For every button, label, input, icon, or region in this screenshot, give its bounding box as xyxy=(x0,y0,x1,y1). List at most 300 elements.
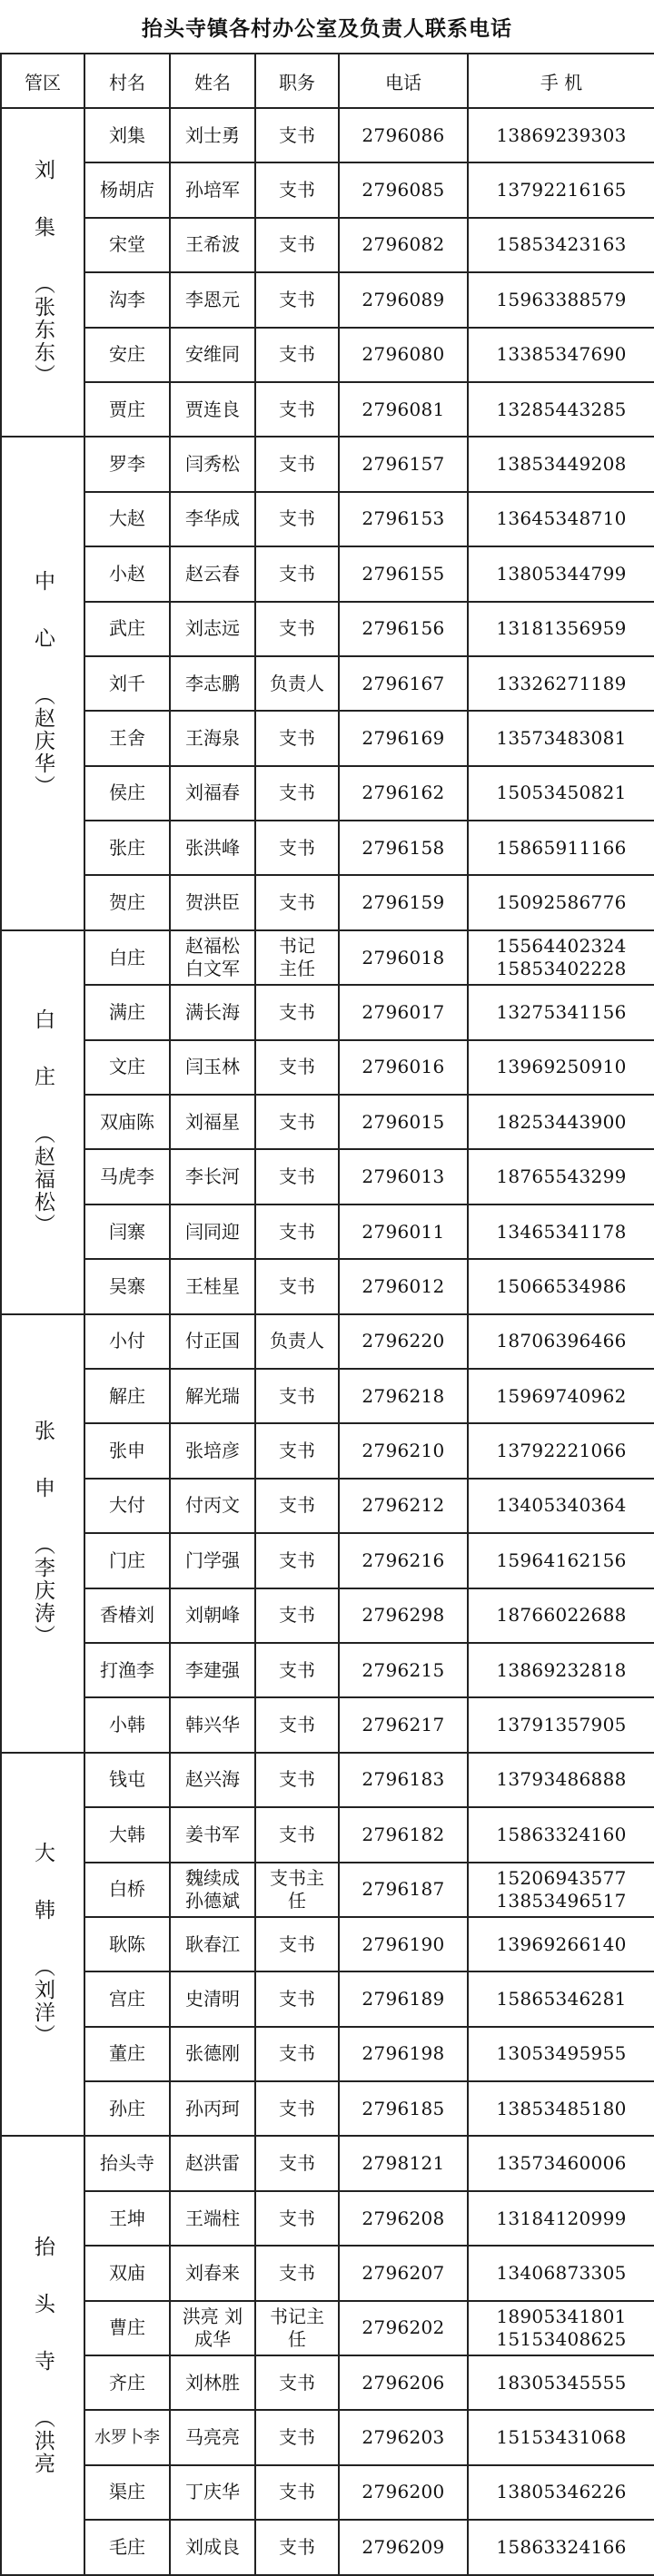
phone-cell: 2796217 xyxy=(339,1697,468,1752)
person-name-cell: 闫玉林 xyxy=(170,1040,255,1095)
district-leader: （赵福松） xyxy=(31,1122,54,1236)
phone-cell: 2796167 xyxy=(339,656,468,711)
role-cell: 支书 xyxy=(255,1643,339,1697)
village-cell: 双庙陈 xyxy=(84,1095,170,1149)
mobile-cell: 13645348710 xyxy=(468,492,654,546)
person-name-cell: 刘志远 xyxy=(170,602,255,656)
mobile-cell: 13792221066 xyxy=(468,1423,654,1478)
person-name-cell: 刘林胜 xyxy=(170,2355,255,2410)
phone-cell: 2796298 xyxy=(339,1588,468,1643)
village-cell: 王舍 xyxy=(84,711,170,765)
person-name-cell: 刘福星 xyxy=(170,1095,255,1149)
mobile-cell: 15092586776 xyxy=(468,875,654,929)
district-cell xyxy=(1,2136,84,2574)
role-cell: 支书 xyxy=(255,1204,339,1259)
table-row xyxy=(1,766,654,821)
village-cell: 抬头寺 xyxy=(84,2136,170,2190)
village-cell: 闫寨 xyxy=(84,1204,170,1259)
person-name-cell: 赵福松 白文军 xyxy=(170,930,255,985)
header-name: 姓名 xyxy=(170,54,255,108)
district-cell xyxy=(1,437,84,930)
person-name-cell: 王希波 xyxy=(170,218,255,272)
mobile-cell: 15863324160 xyxy=(468,1807,654,1862)
role-cell: 支书 xyxy=(255,1040,339,1095)
mobile-cell: 15153431068 xyxy=(468,2410,654,2464)
table-row xyxy=(1,2136,654,2190)
mobile-cell: 13869232818 xyxy=(468,1643,654,1697)
village-cell: 杨胡店 xyxy=(84,162,170,217)
phone-cell: 2796155 xyxy=(339,546,468,601)
mobile-cell: 15865346281 xyxy=(468,1971,654,2026)
mobile-cell: 15053450821 xyxy=(468,766,654,821)
district-label xyxy=(2,2236,84,2475)
village-cell: 毛庄 xyxy=(84,2520,170,2574)
mobile-cell: 13385347690 xyxy=(468,328,654,382)
mobile-cell: 13793486888 xyxy=(468,1753,654,1807)
village-cell: 满庄 xyxy=(84,985,170,1039)
phone-cell: 2796089 xyxy=(339,272,468,327)
mobile-cell: 13285443285 xyxy=(468,382,654,437)
table-row xyxy=(1,1753,654,1807)
village-cell: 王坤 xyxy=(84,2191,170,2246)
mobile-cell: 15865911166 xyxy=(468,821,654,875)
table-row xyxy=(1,2246,654,2300)
mobile-cell: 13805344799 xyxy=(468,546,654,601)
phone-cell: 2796011 xyxy=(339,1204,468,1259)
district-cell xyxy=(1,108,84,437)
role-cell: 支书 xyxy=(255,328,339,382)
phone-cell: 2796158 xyxy=(339,821,468,875)
village-cell: 罗李 xyxy=(84,437,170,491)
phone-cell: 2796182 xyxy=(339,1807,468,1862)
phone-cell: 2796220 xyxy=(339,1314,468,1369)
phone-cell: 2796012 xyxy=(339,1259,468,1313)
table-row xyxy=(1,546,654,601)
phone-cell: 2796162 xyxy=(339,766,468,821)
table-row xyxy=(1,2301,654,2355)
person-name-cell: 门学强 xyxy=(170,1533,255,1588)
phone-cell: 2796016 xyxy=(339,1040,468,1095)
table-row xyxy=(1,492,654,546)
table-row xyxy=(1,1259,654,1313)
role-cell: 支书 xyxy=(255,1369,339,1423)
phone-cell: 2796169 xyxy=(339,711,468,765)
role-cell: 支书 xyxy=(255,1807,339,1862)
phone-cell: 2796153 xyxy=(339,492,468,546)
district-label xyxy=(2,1008,84,1236)
mobile-cell: 18706396466 xyxy=(468,1314,654,1369)
phone-cell: 2796157 xyxy=(339,437,468,491)
mobile-cell: 13405340364 xyxy=(468,1479,654,1533)
person-name-cell: 李恩元 xyxy=(170,272,255,327)
village-cell: 宫庄 xyxy=(84,1971,170,2026)
person-name-cell: 史清明 xyxy=(170,1971,255,2026)
person-name-cell: 姜书军 xyxy=(170,1807,255,1862)
mobile-cell: 13275341156 xyxy=(468,985,654,1039)
district-cell xyxy=(1,1314,84,1753)
mobile-cell: 18305345555 xyxy=(468,2355,654,2410)
mobile-cell: 13853485180 xyxy=(468,2081,654,2136)
role-cell: 支书 xyxy=(255,711,339,765)
role-cell: 书记 主任 xyxy=(255,930,339,985)
person-name-cell: 王端柱 xyxy=(170,2191,255,2246)
role-cell: 支书 xyxy=(255,218,339,272)
phone-cell: 2796218 xyxy=(339,1369,468,1423)
table-row xyxy=(1,2191,654,2246)
table-row xyxy=(1,1040,654,1095)
person-name-cell: 张培彦 xyxy=(170,1423,255,1478)
header-phone: 电话 xyxy=(339,54,468,108)
phone-cell: 2796080 xyxy=(339,328,468,382)
table-row xyxy=(1,382,654,437)
mobile-cell: 13181356959 xyxy=(468,602,654,656)
role-cell: 支书 xyxy=(255,821,339,875)
person-name-cell: 解光瑞 xyxy=(170,1369,255,1423)
role-cell: 书记主 任 xyxy=(255,2301,339,2355)
role-cell: 支书 xyxy=(255,602,339,656)
header-village: 村名 xyxy=(84,54,170,108)
village-cell: 武庄 xyxy=(84,602,170,656)
role-cell: 支书 xyxy=(255,2410,339,2464)
table-row xyxy=(1,1807,654,1862)
village-cell: 香椿刘 xyxy=(84,1588,170,1643)
village-cell: 刘千 xyxy=(84,656,170,711)
phone-cell: 2798121 xyxy=(339,2136,468,2190)
person-name-cell: 张洪峰 xyxy=(170,821,255,875)
village-cell: 董庄 xyxy=(84,2027,170,2081)
person-name-cell: 王海泉 xyxy=(170,711,255,765)
table-row xyxy=(1,1971,654,2026)
phone-cell: 2796202 xyxy=(339,2301,468,2355)
table-row xyxy=(1,218,654,272)
district-name: 中心 xyxy=(31,569,54,684)
district-name: 白庄 xyxy=(31,1008,54,1123)
phone-cell: 2796209 xyxy=(339,2520,468,2574)
role-cell: 支书 xyxy=(255,1423,339,1478)
role-cell: 支书 xyxy=(255,985,339,1039)
person-name-cell: 赵兴海 xyxy=(170,1753,255,1807)
table-row xyxy=(1,1204,654,1259)
phone-cell: 2796200 xyxy=(339,2465,468,2520)
person-name-cell: 张德刚 xyxy=(170,2027,255,2081)
table-row xyxy=(1,328,654,382)
person-name-cell: 赵洪雷 xyxy=(170,2136,255,2190)
role-cell: 支书 xyxy=(255,2520,339,2574)
phone-cell: 2796159 xyxy=(339,875,468,929)
district-label xyxy=(2,159,84,387)
district-name: 大韩 xyxy=(31,1842,54,1957)
phone-cell: 2796081 xyxy=(339,382,468,437)
header-role: 职务 xyxy=(255,54,339,108)
district-name: 抬头寺 xyxy=(31,2236,54,2408)
mobile-cell: 18765543299 xyxy=(468,1149,654,1204)
role-cell: 支书 xyxy=(255,1149,339,1204)
person-name-cell: 满长海 xyxy=(170,985,255,1039)
header-district: 管区 xyxy=(1,54,84,108)
role-cell: 支书 xyxy=(255,1479,339,1533)
phone-cell: 2796189 xyxy=(339,1971,468,2026)
village-cell: 解庄 xyxy=(84,1369,170,1423)
village-cell: 白庄 xyxy=(84,930,170,985)
person-name-cell: 李华成 xyxy=(170,492,255,546)
role-cell: 支书 xyxy=(255,1095,339,1149)
table-row xyxy=(1,1149,654,1204)
mobile-cell: 13573460006 xyxy=(468,2136,654,2190)
phone-cell: 2796203 xyxy=(339,2410,468,2464)
role-cell: 支书 xyxy=(255,162,339,217)
role-cell: 负责人 xyxy=(255,1314,339,1369)
table-row xyxy=(1,162,654,217)
mobile-cell: 13326271189 xyxy=(468,656,654,711)
person-name-cell: 李长河 xyxy=(170,1149,255,1204)
role-cell: 支书 xyxy=(255,2081,339,2136)
mobile-cell: 15863324166 xyxy=(468,2520,654,2574)
table-row xyxy=(1,1423,654,1478)
district-leader: （刘洋） xyxy=(31,1956,54,2048)
role-cell: 支书 xyxy=(255,2191,339,2246)
person-name-cell: 付正国 xyxy=(170,1314,255,1369)
mobile-cell: 13792216165 xyxy=(468,162,654,217)
mobile-cell: 15066534986 xyxy=(468,1259,654,1313)
village-cell: 张庄 xyxy=(84,821,170,875)
mobile-cell: 13406873305 xyxy=(468,2246,654,2300)
role-cell: 支书 xyxy=(255,272,339,327)
table-row xyxy=(1,1917,654,1971)
table-row xyxy=(1,1588,654,1643)
page-title: 抬头寺镇各村办公室及负责人联系电话 xyxy=(142,16,512,41)
table-row xyxy=(1,2465,654,2520)
mobile-cell: 13869239303 xyxy=(468,108,654,162)
mobile-cell: 13969250910 xyxy=(468,1040,654,1095)
person-name-cell: 刘士勇 xyxy=(170,108,255,162)
person-name-cell: 付丙文 xyxy=(170,1479,255,1533)
phone-cell: 2796216 xyxy=(339,1533,468,1588)
table-row xyxy=(1,2355,654,2410)
district-label xyxy=(2,570,84,798)
role-cell: 支书 xyxy=(255,2027,339,2081)
table-row xyxy=(1,1369,654,1423)
mobile-cell: 13969266140 xyxy=(468,1917,654,1971)
mobile-cell: 13465341178 xyxy=(468,1204,654,1259)
village-cell: 张申 xyxy=(84,1423,170,1478)
header-mobile: 手 机 xyxy=(468,54,654,108)
table-row xyxy=(1,1863,654,1917)
village-cell: 小赵 xyxy=(84,546,170,601)
table-row xyxy=(1,930,654,985)
phone-cell: 2796183 xyxy=(339,1753,468,1807)
phone-cell: 2796198 xyxy=(339,2027,468,2081)
village-cell: 大付 xyxy=(84,1479,170,1533)
table-row xyxy=(1,1314,654,1369)
person-name-cell: 刘春来 xyxy=(170,2246,255,2300)
mobile-cell: 18253443900 xyxy=(468,1095,654,1149)
village-cell: 孙庄 xyxy=(84,2081,170,2136)
role-cell: 支书 xyxy=(255,875,339,929)
village-cell: 小韩 xyxy=(84,1697,170,1752)
village-cell: 钱屯 xyxy=(84,1753,170,1807)
role-cell: 支书 xyxy=(255,437,339,491)
village-cell: 文庄 xyxy=(84,1040,170,1095)
village-cell: 吴寨 xyxy=(84,1259,170,1313)
village-cell: 齐庄 xyxy=(84,2355,170,2410)
village-cell: 门庄 xyxy=(84,1533,170,1588)
village-cell: 贺庄 xyxy=(84,875,170,929)
mobile-cell: 13805346226 xyxy=(468,2465,654,2520)
village-cell: 大赵 xyxy=(84,492,170,546)
phone-cell: 2796207 xyxy=(339,2246,468,2300)
table-row xyxy=(1,272,654,327)
role-cell: 支书 xyxy=(255,1533,339,1588)
phone-cell: 2796208 xyxy=(339,2191,468,2246)
role-cell: 支书 xyxy=(255,546,339,601)
district-name: 刘集 xyxy=(31,158,54,273)
person-name-cell: 赵云春 xyxy=(170,546,255,601)
role-cell: 负责人 xyxy=(255,656,339,711)
phone-cell: 2796018 xyxy=(339,930,468,985)
village-cell: 渠庄 xyxy=(84,2465,170,2520)
village-cell: 耿陈 xyxy=(84,1917,170,1971)
phone-cell: 2796215 xyxy=(339,1643,468,1697)
phone-cell: 2796013 xyxy=(339,1149,468,1204)
village-cell: 沟李 xyxy=(84,272,170,327)
role-cell: 支书 xyxy=(255,108,339,162)
village-cell: 双庙 xyxy=(84,2246,170,2300)
phone-cell: 2796082 xyxy=(339,218,468,272)
table-row xyxy=(1,108,654,162)
village-cell: 刘集 xyxy=(84,108,170,162)
table-row xyxy=(1,2027,654,2081)
village-cell: 大韩 xyxy=(84,1807,170,1862)
role-cell: 支书 xyxy=(255,492,339,546)
table-row xyxy=(1,1533,654,1588)
table-row xyxy=(1,1697,654,1752)
person-name-cell: 闫同迎 xyxy=(170,1204,255,1259)
role-cell: 支书 xyxy=(255,1697,339,1752)
village-cell: 曹庄 xyxy=(84,2301,170,2355)
district-label xyxy=(2,1420,84,1647)
role-cell: 支书 xyxy=(255,1971,339,2026)
phone-cell: 2796187 xyxy=(339,1863,468,1917)
role-cell: 支书 xyxy=(255,1917,339,1971)
district-leader: （李庆涛） xyxy=(31,1533,54,1647)
mobile-cell: 15969740962 xyxy=(468,1369,654,1423)
phone-cell: 2796015 xyxy=(339,1095,468,1149)
role-cell: 支书 xyxy=(255,2465,339,2520)
district-label xyxy=(2,1842,84,2047)
phone-cell: 2796185 xyxy=(339,2081,468,2136)
mobile-cell: 13184120999 xyxy=(468,2191,654,2246)
table-row xyxy=(1,2520,654,2574)
person-name-cell: 刘朝峰 xyxy=(170,1588,255,1643)
village-cell: 白桥 xyxy=(84,1863,170,1917)
role-cell: 支书 xyxy=(255,1588,339,1643)
village-cell: 宋堂 xyxy=(84,218,170,272)
mobile-cell: 13853449208 xyxy=(468,437,654,491)
person-name-cell: 贺洪臣 xyxy=(170,875,255,929)
person-name-cell: 马亮亮 xyxy=(170,2410,255,2464)
mobile-cell: 18905341801 15153408625 xyxy=(468,2301,654,2355)
district-name: 张申 xyxy=(31,1419,54,1534)
village-cell: 马虎李 xyxy=(84,1149,170,1204)
table-row xyxy=(1,602,654,656)
district-cell xyxy=(1,930,84,1314)
person-name-cell: 李建强 xyxy=(170,1643,255,1697)
table-row xyxy=(1,1095,654,1149)
table-row xyxy=(1,1479,654,1533)
district-leader: （洪亮 xyxy=(31,2407,54,2476)
role-cell: 支书 xyxy=(255,2136,339,2190)
village-cell: 安庄 xyxy=(84,328,170,382)
phone-cell: 2796210 xyxy=(339,1423,468,1478)
person-name-cell: 韩兴华 xyxy=(170,1697,255,1752)
village-cell: 侯庄 xyxy=(84,766,170,821)
village-cell: 小付 xyxy=(84,1314,170,1369)
person-name-cell: 王桂星 xyxy=(170,1259,255,1313)
role-cell: 支书 xyxy=(255,766,339,821)
phone-cell: 2796085 xyxy=(339,162,468,217)
person-name-cell: 安维同 xyxy=(170,328,255,382)
table-row xyxy=(1,2410,654,2464)
phone-cell: 2796086 xyxy=(339,108,468,162)
person-name-cell: 孙丙珂 xyxy=(170,2081,255,2136)
mobile-cell: 15964162156 xyxy=(468,1533,654,1588)
phone-cell: 2796212 xyxy=(339,1479,468,1533)
header-row xyxy=(1,54,654,108)
table-row xyxy=(1,2081,654,2136)
village-cell: 打渔李 xyxy=(84,1643,170,1697)
role-cell: 支书 xyxy=(255,382,339,437)
person-name-cell: 闫秀松 xyxy=(170,437,255,491)
mobile-cell: 15564402324 15853402228 xyxy=(468,930,654,985)
district-cell xyxy=(1,1753,84,2137)
mobile-cell: 15206943577 13853496517 xyxy=(468,1863,654,1917)
person-name-cell: 贾连良 xyxy=(170,382,255,437)
village-cell: 贾庄 xyxy=(84,382,170,437)
mobile-cell: 13791357905 xyxy=(468,1697,654,1752)
table-row xyxy=(1,821,654,875)
table-body xyxy=(1,108,654,2575)
phone-cell: 2796206 xyxy=(339,2355,468,2410)
mobile-cell: 13053495955 xyxy=(468,2027,654,2081)
table-row xyxy=(1,1643,654,1697)
phone-cell: 2796190 xyxy=(339,1917,468,1971)
mobile-cell: 15963388579 xyxy=(468,272,654,327)
person-name-cell: 耿春江 xyxy=(170,1917,255,1971)
person-name-cell: 刘福春 xyxy=(170,766,255,821)
district-leader: （张东东） xyxy=(31,272,54,387)
person-name-cell: 魏续成 孙德斌 xyxy=(170,1863,255,1917)
person-name-cell: 丁庆华 xyxy=(170,2465,255,2520)
person-name-cell: 刘成良 xyxy=(170,2520,255,2574)
village-cell: 水罗卜李 xyxy=(84,2410,170,2464)
role-cell: 支书 xyxy=(255,1753,339,1807)
table-row xyxy=(1,656,654,711)
phone-cell: 2796017 xyxy=(339,985,468,1039)
person-name-cell: 李志鹏 xyxy=(170,656,255,711)
contact-table xyxy=(0,53,654,2576)
table-row xyxy=(1,985,654,1039)
table-row xyxy=(1,875,654,929)
district-leader: （赵庆华） xyxy=(31,683,54,798)
role-cell: 支书主 任 xyxy=(255,1863,339,1917)
table-row xyxy=(1,711,654,765)
mobile-cell: 13573483081 xyxy=(468,711,654,765)
role-cell: 支书 xyxy=(255,2246,339,2300)
phone-cell: 2796156 xyxy=(339,602,468,656)
role-cell: 支书 xyxy=(255,1259,339,1313)
mobile-cell: 18766022688 xyxy=(468,1588,654,1643)
table-row xyxy=(1,437,654,491)
